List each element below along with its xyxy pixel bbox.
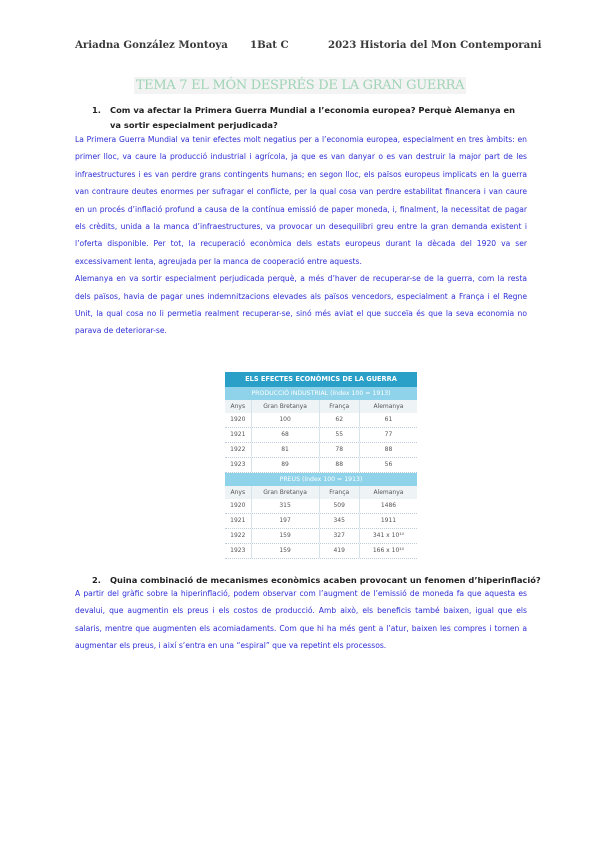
table-title: ELS EFECTES ECONÒMICS DE LA GUERRA — [225, 372, 417, 387]
table-cell: 1921 — [225, 428, 252, 442]
course-title: 2023 Historia del Mon Contemporani — [328, 39, 542, 51]
column-header: Anys — [225, 486, 252, 499]
table-row — [225, 529, 417, 544]
class-group: 1Bat C — [250, 39, 289, 51]
column-header: Alemanya — [373, 489, 404, 496]
table-cell: 166 x 10¹⁰ — [372, 547, 405, 554]
table-cell: 159 — [252, 529, 320, 543]
table-row — [225, 499, 417, 514]
question-1 — [92, 103, 522, 133]
table-cell: 88 — [384, 446, 393, 453]
table-cell: 56 — [384, 461, 393, 468]
table-cell: 345 — [320, 514, 360, 528]
column-header: França — [320, 400, 360, 413]
table-row — [225, 413, 417, 428]
table-cell: 88 — [320, 458, 360, 472]
table-row — [225, 458, 417, 473]
table-cell: 1922 — [225, 529, 252, 543]
document-title: TEMA 7 EL MÓN DESPRÉS DE LA GRAN GUERRA — [135, 78, 465, 93]
answer-2 — [75, 585, 527, 655]
table-cell: 68 — [252, 428, 320, 442]
table-section-industrial: PRODUCCIÓ INDUSTRIAL (índex 100 = 1913) — [225, 387, 417, 400]
table-cell: 197 — [252, 514, 320, 528]
student-name: Ariadna González Montoya — [75, 39, 228, 51]
table-cell: 1923 — [225, 544, 252, 558]
table-cell: 1921 — [225, 514, 252, 528]
question-2-text: Quina combinació de mecanismes econòmics acaben provocant un fenomen d’hiperinflació? — [110, 575, 541, 585]
table-cell: 419 — [320, 544, 360, 558]
economic-effects-table — [225, 372, 417, 557]
table-row — [225, 514, 417, 529]
table-cell: 1923 — [225, 458, 252, 472]
table-row — [225, 544, 417, 559]
table-header-prices — [225, 486, 417, 499]
table-cell: 89 — [252, 458, 320, 472]
answer-1 — [75, 131, 527, 340]
question-1-number: 1. — [92, 105, 101, 115]
table-cell: 61 — [384, 416, 393, 423]
table-cell: 315 — [252, 499, 320, 513]
answer-1-paragraph-2: Alemanya en va sortir especialment perjudicada perquè, a més d’haver de recuperar-se de la guerra, com la resta dels països, havia de pagar unes indemnitzacions elevades als països vencedors, especialment a França i el Regne Unit, la qual cosa no li permetia realment recuperar-se, sinó més aviat el que succeïa és que la seva economia no parava de deteriorar-se. — [75, 274, 527, 336]
document-title-wrap — [0, 76, 600, 94]
table-cell: 77 — [384, 431, 393, 438]
table-row — [225, 443, 417, 458]
table-cell: 100 — [252, 413, 320, 427]
question-1-text: Com va afectar la Primera Guerra Mundial a l’economia europea? Perquè Alemanya en va sortir especialment perjudicada? — [110, 105, 516, 130]
table-cell: 341 x 10¹⁰ — [372, 532, 405, 539]
table-section-prices: PREUS (índex 100 = 1913) — [225, 473, 417, 486]
table-cell: 327 — [320, 529, 360, 543]
column-header: Anys — [225, 400, 252, 413]
table-cell: 1911 — [380, 517, 397, 524]
table-cell: 1486 — [380, 502, 397, 509]
table-cell: 509 — [320, 499, 360, 513]
table-cell: 1922 — [225, 443, 252, 457]
table-cell: 62 — [320, 413, 360, 427]
table-cell: 55 — [320, 428, 360, 442]
table-cell: 1920 — [225, 499, 252, 513]
question-2-number: 2. — [92, 575, 101, 585]
answer-2-paragraph-1: A partir del gràfic sobre la hiperinflació, podem observar com l’augment de l’emissió de moneda fa que aquesta es devalui, que augmentin els preus i els costos de producció. Amb això, els beneficis també baixen, igual que els salaris, mentre que augmenten els acomiadaments. Com que hi ha més gent a l’atur, baixen les compres i tornen a augmentar els preus, i així s’entra en una “espiral” que va repetint els processos. — [75, 589, 527, 651]
table-row — [225, 428, 417, 443]
table-header-industrial — [225, 400, 417, 413]
column-header: Gran Bretanya — [252, 400, 320, 413]
column-header: França — [320, 486, 360, 499]
answer-1-paragraph-1: La Primera Guerra Mundial va tenir efectes molt negatius per a l’economia europea, especialment en tres àmbits: en primer lloc, va caure la producció industrial i agrícola, ja que es van danyar o es van destruir la major part de les infraestructures i es van perdre grans contingents humans; en segon lloc, els països europeus implicats en la guerra van contraure deutes enormes per sufragar el conflicte, per la qual cosa van perdre estabilitat financera i van caure en un procés d’inflació profund a causa de la contínua emissió de paper moneda, i, finalment, la necessitat de pagar els crèdits, unida a la manca d’infraestructures, va provocar un desequilibri greu entre la gran demanda existent i l’oferta disponible. Per tot, la recuperació econòmica dels estats europeus durant la dècada del 1920 va ser excessivament lenta, agreujada per la manca de cooperació entre aquests. — [75, 135, 527, 266]
table-cell: 159 — [252, 544, 320, 558]
column-header: Gran Bretanya — [252, 486, 320, 499]
table-cell: 81 — [252, 443, 320, 457]
table-cell: 1920 — [225, 413, 252, 427]
table-cell: 78 — [320, 443, 360, 457]
page-header — [0, 39, 600, 55]
column-header: Alemanya — [373, 403, 404, 410]
